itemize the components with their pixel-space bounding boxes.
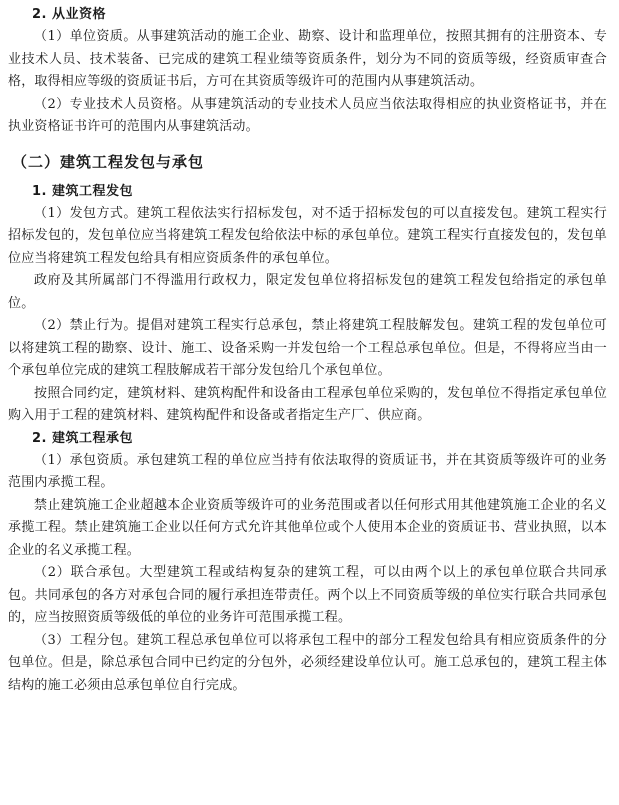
paragraph-contracting-method: （1）发包方式。建筑工程依法实行招标发包，对不适于招标发包的可以直接发包。建筑工程实行招标发包的，发包单位应当将建筑工程发包给依法中标的承包单位。建筑工程实行直接发包的，发包单位应当将建筑工程发包给具有相应资质条件的承包单位。 [8, 205, 607, 266]
paragraph-subcontracting: （3）工程分包。建筑工程总承包单位可以将承包工程中的部分工程发包给具有相应资质条件的分包单位。但是，除总承包合同中已约定的分包外，必须经建设单位认可。施工总承包的，建筑工程主体结构的施工必须由总承包单位自行完成。 [8, 632, 607, 693]
paragraph-contract-agreement: 按照合同约定，建筑材料、建筑构配件和设备由工程承包单位采购的，发包单位不得指定承包单位购入用于工程的建筑材料、建筑构配件和设备或者指定生产厂、供应商。 [8, 385, 607, 423]
paragraph-undertaking-prohibition: 禁止建筑施工企业超越本企业资质等级许可的业务范围或者以任何形式用其他建筑施工企业的名义承揽工程。禁止建筑施工企业以任何方式允许其他单位或个人使用本企业的资质证书、营业执照，以本企业的名义承揽工程。 [8, 497, 607, 558]
paragraph-undertaking-qualification: （1）承包资质。承包建筑工程的单位应当持有依法取得的资质证书，并在其资质等级许可的业务范围内承揽工程。 [8, 452, 607, 490]
heading-project-contracting-out: 1. 建筑工程发包 [32, 183, 134, 199]
paragraph-unit-qualification: （1）单位资质。从事建筑活动的施工企业、勘察、设计和监理单位，按照其拥有的注册资本、专业技术人员、技术装备、已完成的建筑工程业绩等资质条件，划分为不同的资质等级，经资质审查合格，取得相应等级的资质证书后，方可在其资质等级许可的范围内从事建筑活动。 [8, 29, 607, 89]
section-title-contracting: （二）建筑工程发包与承包 [12, 152, 205, 171]
paragraph-joint-contracting: （2）联合承包。大型建筑工程或结构复杂的建筑工程，可以由两个以上的承包单位联合共同承包。共同承包的各方对承包合同的履行承担连带责任。两个以上不同资质等级的单位实行联合共同承包的，应当按照资质等级低的单位的业务许可范围承揽工程。 [8, 565, 607, 625]
paragraph-prohibited-acts: （2）禁止行为。提倡对建筑工程实行总承包，禁止将建筑工程肢解发包。建筑工程的发包单位可以将建筑工程的勘察、设计、施工、设备采购一并发包给一个工程总承包单位。但是，不得将应当由一个承包单位完成的建筑工程肢解成若干部分发包给几个承包单位。 [8, 318, 607, 378]
paragraph-staff-qualification: （2）专业技术人员资格。从事建筑活动的专业技术人员应当依法取得相应的执业资格证书，并在执业资格证书许可的范围内从事建筑活动。 [8, 96, 607, 134]
heading-qualification: 2. 从业资格 [32, 7, 107, 22]
paragraph-government-restriction: 政府及其所属部门不得滥用行政权力，限定发包单位将招标发包的建筑工程发包给指定的承包单位。 [8, 273, 607, 311]
heading-project-undertaking: 2. 建筑工程承包 [32, 430, 134, 446]
